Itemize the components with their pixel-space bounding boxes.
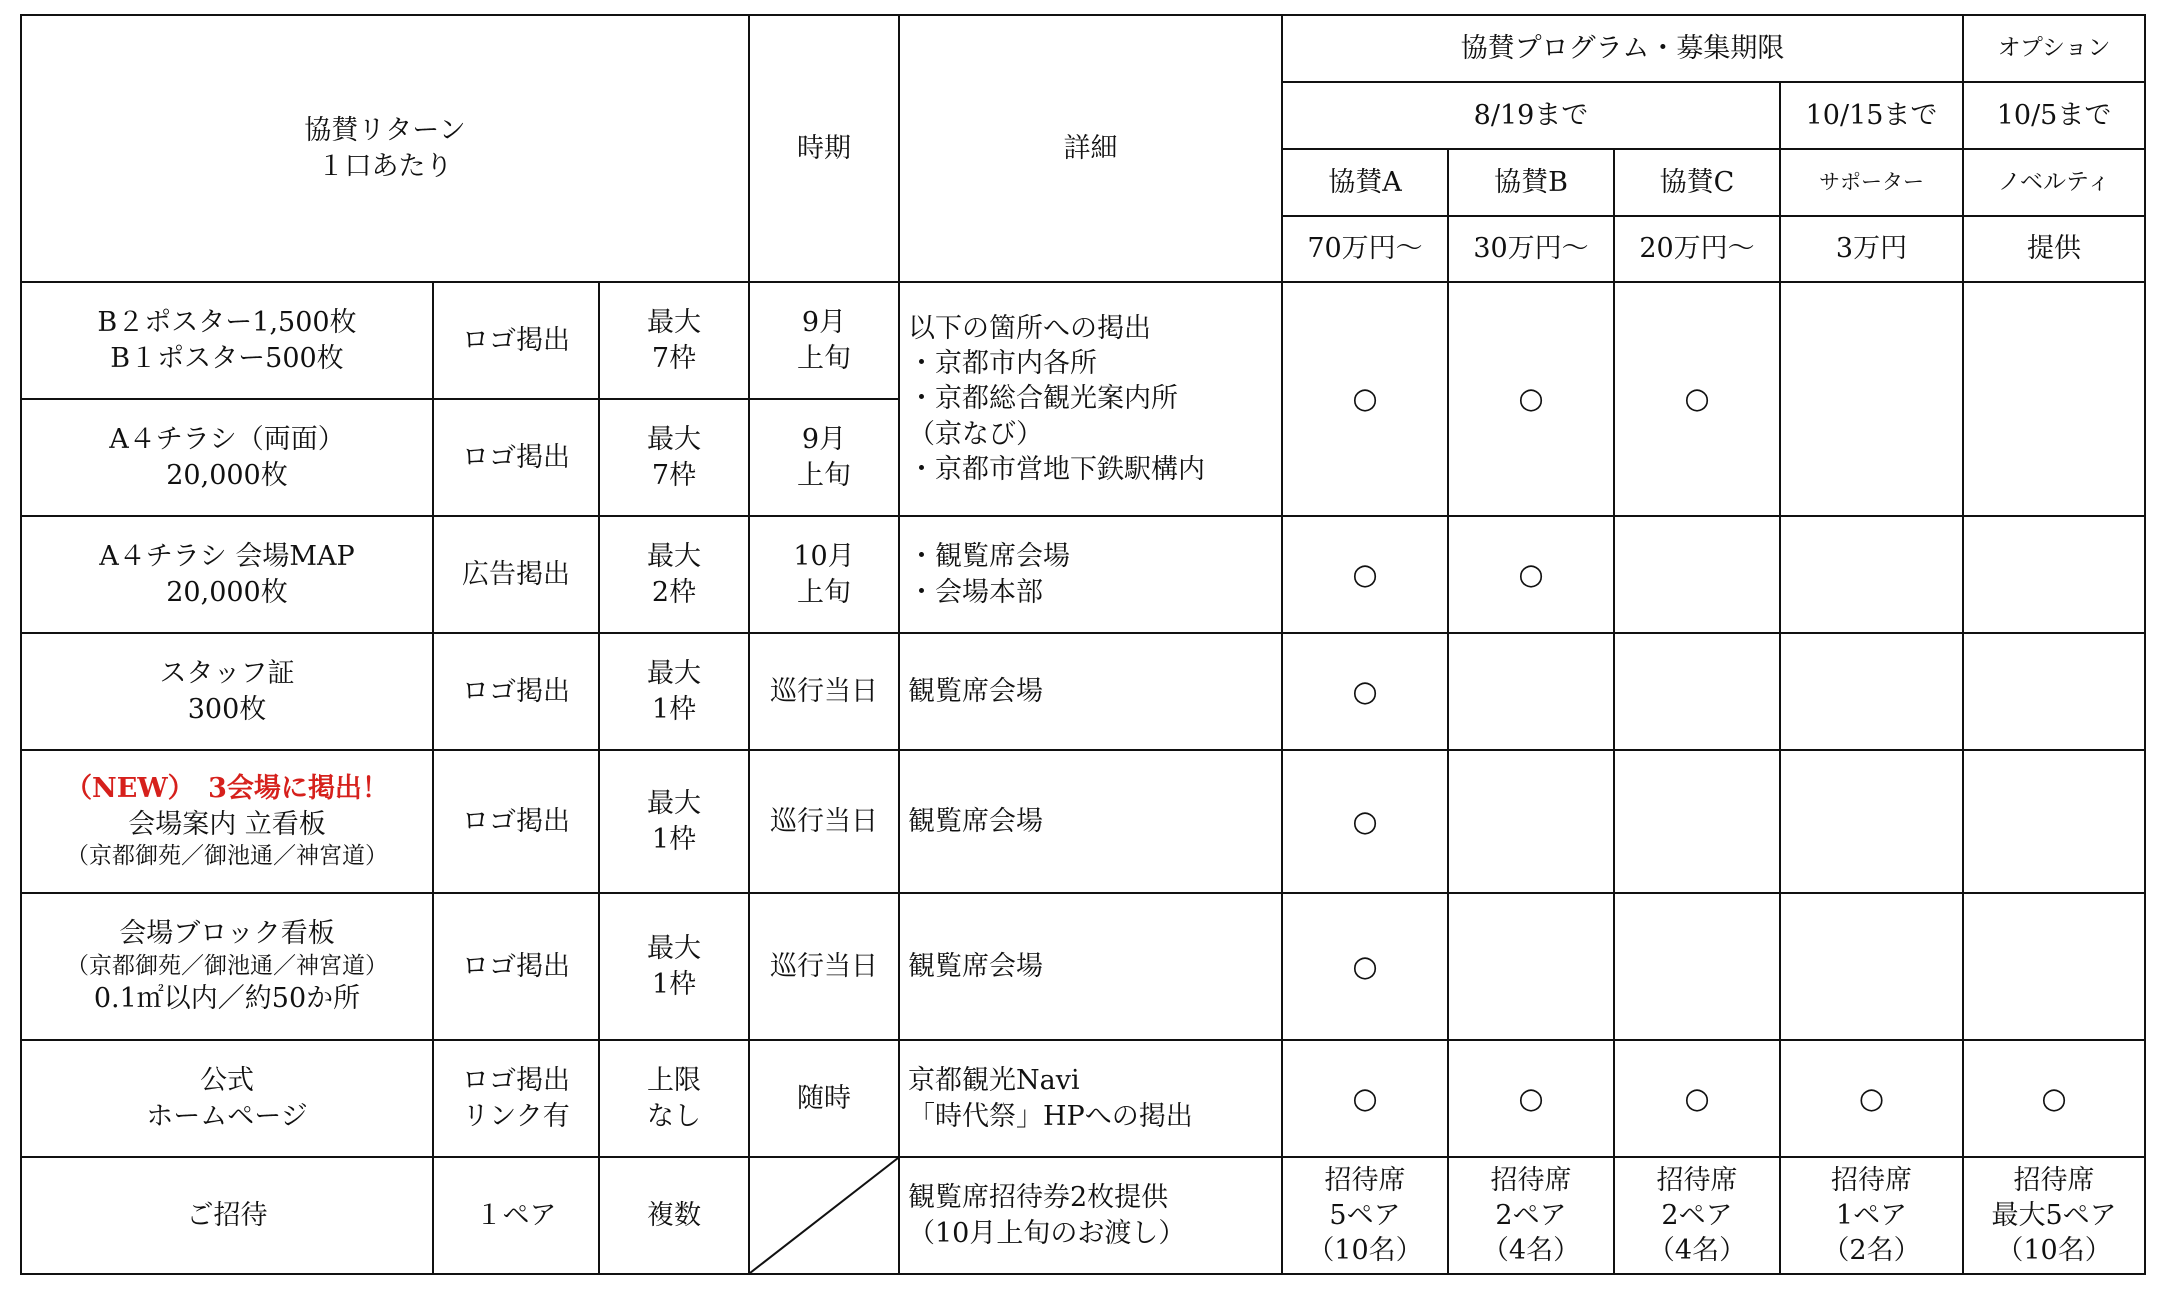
tier-supporter-price: 3万円 (1780, 216, 1963, 282)
invite-b: 招待席 2ペア （4名） (1448, 1157, 1614, 1274)
mark-a: ○ (1282, 1040, 1448, 1157)
item-cell: ご招待 (21, 1157, 433, 1274)
tier-b-price: 30万円～ (1448, 216, 1614, 282)
tier-c-name: 協賛C (1614, 149, 1780, 216)
period-cell: 9月 上旬 (749, 399, 899, 516)
slots-cell: 複数 (599, 1157, 749, 1274)
period-cell: 随時 (749, 1040, 899, 1157)
mark-a: ○ (1282, 893, 1448, 1040)
type-cell: １ペア (433, 1157, 599, 1274)
mark-a: ○ (1282, 633, 1448, 750)
tier-supporter-name: サポーター (1780, 149, 1963, 216)
table-row (21, 516, 2145, 633)
type-cell: ロゴ掲出 (433, 893, 599, 1040)
empty-cell (1448, 893, 1614, 1040)
empty-cell (1963, 750, 2145, 893)
slots-cell: 最大 1枠 (599, 750, 749, 893)
deadline-supporter: 10/15まで (1780, 82, 1963, 149)
mark-a: ○ (1282, 516, 1448, 633)
item-cell: 会場ブロック看板 （京都御苑／御池通／神宮道） 0.1㎡以内／約50か所 (21, 893, 433, 1040)
invite-c: 招待席 2ペア （4名） (1614, 1157, 1780, 1274)
tier-novelty-price: 提供 (1963, 216, 2145, 282)
mark-b: ○ (1448, 1040, 1614, 1157)
table-row (21, 893, 2145, 1040)
slots-cell: 最大 7枠 (599, 282, 749, 399)
table-row (21, 282, 2145, 399)
return-header: 協賛リターン １口あたり (21, 15, 749, 282)
item-cell: （NEW） 3会場に掲出！ 会場案内 立看板 （京都御苑／御池通／神宮道） (21, 750, 433, 893)
mark-b: ○ (1448, 516, 1614, 633)
empty-cell (1614, 516, 1780, 633)
mark-novelty: ○ (1963, 1040, 2145, 1157)
empty-cell (1780, 516, 1963, 633)
detail-cell: 観覧席会場 (899, 750, 1282, 893)
deadline-novelty: 10/5まで (1963, 82, 2145, 149)
detail-cell: 観覧席招待券2枚提供 （10月上旬のお渡し） (899, 1157, 1282, 1274)
sponsorship-table (20, 14, 2146, 1275)
type-cell: ロゴ掲出 (433, 399, 599, 516)
mark-a: ○ (1282, 282, 1448, 516)
table-row (21, 1040, 2145, 1157)
type-cell: ロゴ掲出 (433, 633, 599, 750)
item-cell: スタッフ証 300枚 (21, 633, 433, 750)
empty-cell (1448, 633, 1614, 750)
slots-cell: 最大 1枠 (599, 633, 749, 750)
empty-cell (1963, 893, 2145, 1040)
empty-diagonal-cell (749, 1157, 899, 1274)
option-header: オプション (1963, 15, 2145, 82)
period-cell: 巡行当日 (749, 750, 899, 893)
program-header: 協賛プログラム・募集期限 (1282, 15, 1963, 82)
mark-a: ○ (1282, 750, 1448, 893)
mark-c: ○ (1614, 282, 1780, 516)
slots-cell: 最大 2枠 (599, 516, 749, 633)
empty-cell (1780, 893, 1963, 1040)
period-cell: 10月 上旬 (749, 516, 899, 633)
period-cell: 巡行当日 (749, 633, 899, 750)
item-cell: B２ポスター1,500枚 B１ポスター500枚 (21, 282, 433, 399)
empty-cell (1963, 516, 2145, 633)
type-cell: ロゴ掲出 リンク有 (433, 1040, 599, 1157)
empty-cell (1963, 633, 2145, 750)
detail-header: 詳細 (899, 15, 1282, 282)
empty-cell (1963, 282, 2145, 516)
detail-cell: 観覧席会場 (899, 633, 1282, 750)
detail-cell: 京都観光Navi 「時代祭」HPへの掲出 (899, 1040, 1282, 1157)
invite-supporter: 招待席 1ペア （2名） (1780, 1157, 1963, 1274)
tier-c-price: 20万円～ (1614, 216, 1780, 282)
slots-cell: 最大 1枠 (599, 893, 749, 1040)
mark-supporter: ○ (1780, 1040, 1963, 1157)
mark-c: ○ (1614, 1040, 1780, 1157)
empty-cell (1614, 633, 1780, 750)
tier-novelty-name: ノベルティ (1963, 149, 2145, 216)
empty-cell (1614, 893, 1780, 1040)
diagonal-line (750, 1158, 898, 1273)
tier-a-price: 70万円～ (1282, 216, 1448, 282)
empty-cell (1448, 750, 1614, 893)
empty-cell (1614, 750, 1780, 893)
empty-cell (1780, 282, 1963, 516)
table-row (21, 1157, 2145, 1274)
type-cell: ロゴ掲出 (433, 282, 599, 399)
deadline-a-b-c: 8/19まで (1282, 82, 1780, 149)
invite-a: 招待席 5ペア （10名） (1282, 1157, 1448, 1274)
type-cell: ロゴ掲出 (433, 750, 599, 893)
tier-b-name: 協賛B (1448, 149, 1614, 216)
empty-cell (1780, 633, 1963, 750)
period-header: 時期 (749, 15, 899, 282)
table-row (21, 750, 2145, 893)
item-cell: A４チラシ 会場MAP 20,000枚 (21, 516, 433, 633)
slots-cell: 上限 なし (599, 1040, 749, 1157)
item-cell: 公式 ホームページ (21, 1040, 433, 1157)
shared-detail-cell: 以下の箇所への掲出 ・京都市内各所 ・京都総合観光案内所 （京なび） ・京都市営地下鉄駅構内 (899, 282, 1282, 516)
tier-a-name: 協賛A (1282, 149, 1448, 216)
table-row (21, 633, 2145, 750)
period-cell: 9月 上旬 (749, 282, 899, 399)
new-badge: （NEW） 3会場に掲出！ (65, 773, 389, 805)
period-cell: 巡行当日 (749, 893, 899, 1040)
slots-cell: 最大 7枠 (599, 399, 749, 516)
invite-novelty: 招待席 最大5ペア （10名） (1963, 1157, 2145, 1274)
mark-b: ○ (1448, 282, 1614, 516)
empty-cell (1780, 750, 1963, 893)
detail-cell: ・観覧席会場 ・会場本部 (899, 516, 1282, 633)
type-cell: 広告掲出 (433, 516, 599, 633)
detail-cell: 観覧席会場 (899, 893, 1282, 1040)
item-cell: A４チラシ（両面） 20,000枚 (21, 399, 433, 516)
